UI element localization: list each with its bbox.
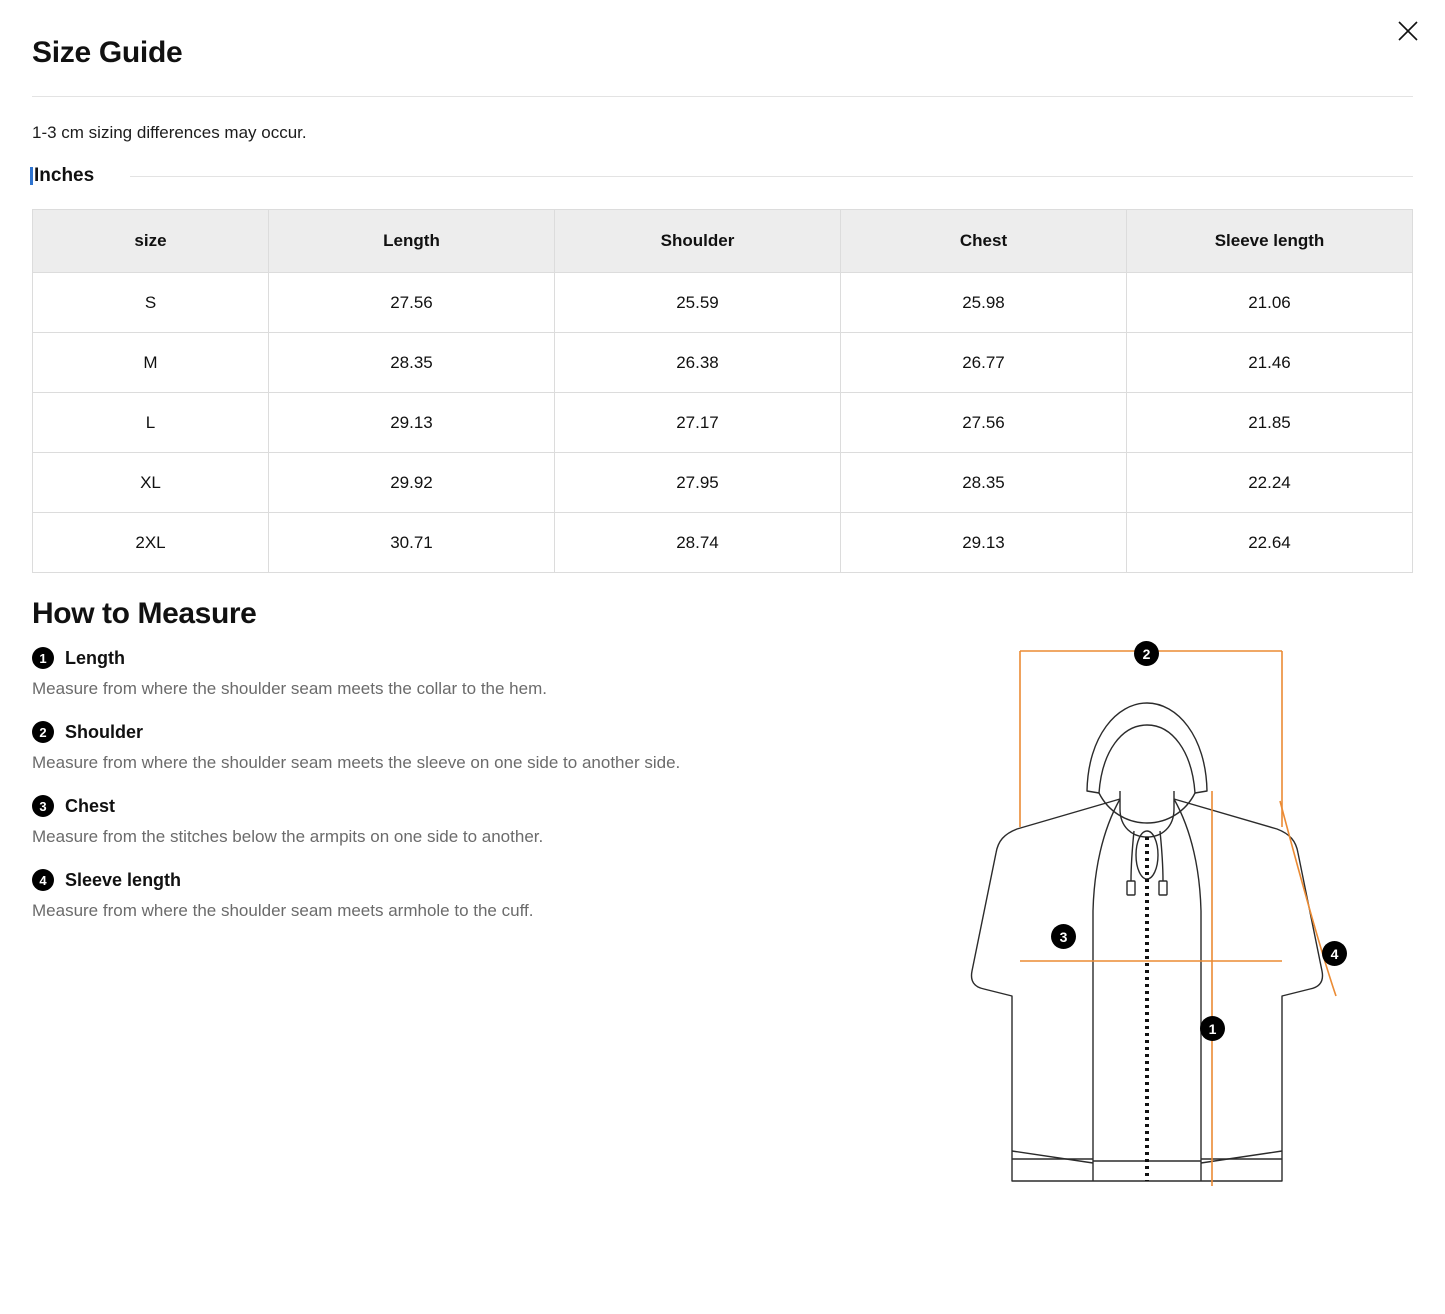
- cell-length: 27.56: [269, 273, 555, 333]
- measure-name: Chest: [65, 795, 116, 816]
- cell-shoulder: 27.17: [555, 393, 841, 453]
- list-item: [32, 869, 912, 921]
- measure-heading: [32, 795, 912, 817]
- cell-shoulder: 28.74: [555, 513, 841, 573]
- cell-shoulder: 25.59: [555, 273, 841, 333]
- cell-sleeve-length: 22.24: [1127, 453, 1413, 513]
- column-header-size: size: [33, 210, 269, 273]
- measurement-guides: [1020, 651, 1336, 1186]
- how-to-measure-heading: How to Measure: [32, 597, 257, 630]
- column-header-chest: Chest: [841, 210, 1127, 273]
- measure-content: [32, 631, 1413, 1221]
- hoodie-illustration: [912, 641, 1382, 1221]
- title-divider: [32, 96, 1413, 97]
- measure-description: Measure from the stitches below the armpits on one side to another.: [32, 827, 544, 846]
- shoulder-marker: 2: [1134, 641, 1159, 666]
- sizing-note: 1-3 cm sizing differences may occur.: [32, 123, 307, 142]
- measure-name: Length: [65, 647, 125, 668]
- close-icon-glyph: [1397, 20, 1419, 42]
- measure-heading: [32, 647, 912, 669]
- hoodie-measurement-diagram: [912, 641, 1413, 1221]
- cell-size: S: [33, 273, 269, 333]
- measure-description: Measure from where the shoulder seam meets armhole to the cuff.: [32, 901, 534, 920]
- unit-divider: [130, 176, 1413, 177]
- table-row: [33, 333, 1413, 393]
- step-badge-1: 1: [32, 647, 54, 669]
- measure-list: [32, 631, 912, 943]
- column-header-shoulder: Shoulder: [555, 210, 841, 273]
- cell-sleeve-length: 21.06: [1127, 273, 1413, 333]
- table-row: [33, 393, 1413, 453]
- cell-chest: 29.13: [841, 513, 1127, 573]
- cell-length: 29.92: [269, 453, 555, 513]
- cell-size: 2XL: [33, 513, 269, 573]
- cell-chest: 26.77: [841, 333, 1127, 393]
- length-marker: 1: [1200, 1016, 1225, 1041]
- unit-section-header: [32, 165, 1413, 187]
- close-icon[interactable]: [1391, 14, 1425, 48]
- step-badge-3: 3: [32, 795, 54, 817]
- sleeve-length-marker: 4: [1322, 941, 1347, 966]
- measure-heading: [32, 721, 912, 743]
- unit-label: Inches: [34, 165, 95, 186]
- cell-chest: 28.35: [841, 453, 1127, 513]
- table-row: [33, 453, 1413, 513]
- cell-length: 30.71: [269, 513, 555, 573]
- list-item: [32, 647, 912, 699]
- cell-size: XL: [33, 453, 269, 513]
- page-title: Size Guide: [32, 36, 183, 69]
- column-header-length: Length: [269, 210, 555, 273]
- cell-chest: 27.56: [841, 393, 1127, 453]
- step-badge-2: 2: [32, 721, 54, 743]
- cell-size: M: [33, 333, 269, 393]
- measure-heading: [32, 869, 912, 891]
- table-row: [33, 513, 1413, 573]
- cell-length: 28.35: [269, 333, 555, 393]
- measure-name: Shoulder: [65, 721, 144, 742]
- cell-length: 29.13: [269, 393, 555, 453]
- cell-shoulder: 27.95: [555, 453, 841, 513]
- cell-shoulder: 26.38: [555, 333, 841, 393]
- step-badge-4: 4: [32, 869, 54, 891]
- cell-sleeve-length: 22.64: [1127, 513, 1413, 573]
- cell-chest: 25.98: [841, 273, 1127, 333]
- table-header-row: [33, 210, 1413, 273]
- measure-description: Measure from where the shoulder seam meets the collar to the hem.: [32, 679, 547, 698]
- cell-sleeve-length: 21.85: [1127, 393, 1413, 453]
- list-item: [32, 795, 912, 847]
- measure-description: Measure from where the shoulder seam meets the sleeve on one side to another side.: [32, 753, 681, 772]
- cell-size: L: [33, 393, 269, 453]
- measure-name: Sleeve length: [65, 869, 182, 890]
- column-header-sleeve-length: Sleeve length: [1127, 210, 1413, 273]
- table-row: [33, 273, 1413, 333]
- list-item: [32, 721, 912, 773]
- chest-marker: 3: [1051, 924, 1076, 949]
- size-table: [32, 209, 1413, 573]
- cell-sleeve-length: 21.46: [1127, 333, 1413, 393]
